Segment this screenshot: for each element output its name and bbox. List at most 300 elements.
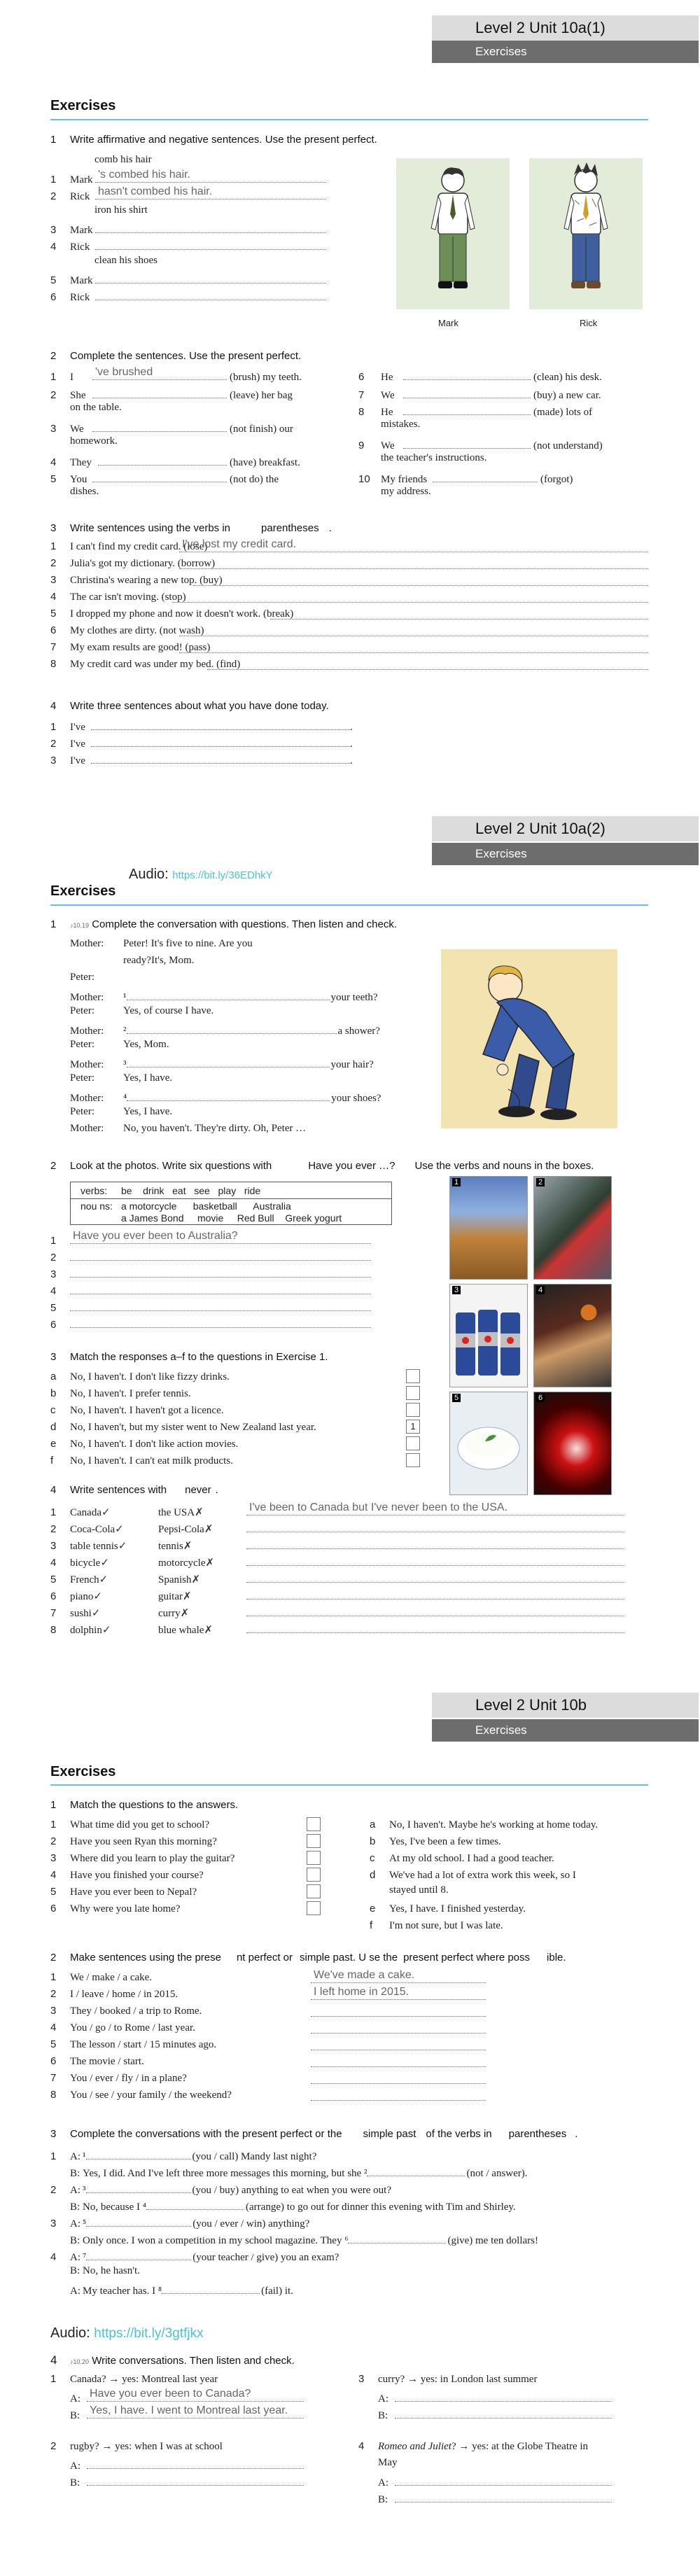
dialogue-line xyxy=(70,988,378,1004)
answer-field[interactable] xyxy=(70,1232,371,1244)
answer-field[interactable] xyxy=(91,735,350,747)
sentence-row: 2 I've . xyxy=(50,735,353,750)
sentence-row xyxy=(50,386,293,402)
response-text: No, I haven't. I can't eat milk products. xyxy=(70,1455,233,1466)
dialogue-line xyxy=(70,1089,381,1105)
answer-field[interactable] xyxy=(246,1554,624,1566)
sentence-row xyxy=(358,386,601,402)
answer-field[interactable] xyxy=(70,1282,371,1294)
answer-field[interactable] xyxy=(403,368,531,380)
item-number: 4 xyxy=(50,2251,57,2263)
u3-ex3-instruction: 3 Complete the conversations with the present perfect or the simple past of the verbs in parentheses . xyxy=(50,2128,578,2140)
speaker: Mother: xyxy=(70,1123,104,1134)
dialogue-line xyxy=(50,2232,538,2247)
answer-letter: e xyxy=(370,1903,376,1914)
word-box xyxy=(70,1182,392,1225)
answer-field[interactable] xyxy=(87,2390,304,2402)
verb-hint: (have) breakfast. xyxy=(230,457,300,468)
answer-field[interactable] xyxy=(92,470,227,482)
u3-ex4-instruction: 4 ♪10.20 Write conversations. Then listen and check. xyxy=(50,2353,295,2367)
answer-option xyxy=(370,1819,598,1831)
item-number: 2 xyxy=(50,190,57,202)
prompt-text: Canada? → yes: Montreal last year xyxy=(70,2374,218,2385)
answer-letter: a xyxy=(370,1819,376,1830)
item-number: 2 xyxy=(50,557,57,569)
answer-field[interactable] xyxy=(87,2457,304,2469)
answer-letter: b xyxy=(370,1835,376,1847)
verb-hint: (buy) a new car. xyxy=(533,390,601,401)
sentence-row xyxy=(50,171,326,186)
prompt-text: rugby? → yes: when I was at school xyxy=(70,2441,223,2452)
answer-row xyxy=(311,2089,486,2104)
answer-text: Yes, I've been a few times. xyxy=(389,1836,501,1847)
handwritten-answer: I've lost my credit card. xyxy=(182,538,297,550)
answer-box[interactable] xyxy=(406,1386,420,1400)
tick-icon: ✓ xyxy=(93,1591,102,1602)
answer-field[interactable] xyxy=(95,188,326,200)
basketball-icon xyxy=(534,1284,611,1387)
cross-icon: ✗ xyxy=(195,1507,204,1518)
subject: She xyxy=(70,390,86,401)
exercises-heading: Exercises xyxy=(50,98,116,113)
sentence-row: 3 I've . xyxy=(50,752,353,767)
never-row xyxy=(50,1554,624,1569)
dialogue-text: ⁵ xyxy=(83,2218,87,2230)
item-number: 5 xyxy=(50,274,57,286)
dialogue-text: Yes, I did. And I've left three more messages this morning, but she ² xyxy=(83,2168,368,2179)
speaker: A: xyxy=(70,2393,80,2404)
answer-field[interactable] xyxy=(433,470,538,482)
conversation-line-a xyxy=(70,2457,304,2472)
answer-field[interactable] xyxy=(92,386,227,398)
sentence-row xyxy=(50,188,326,203)
item-name: the USA xyxy=(158,1507,195,1518)
handwritten-answer: I left home in 2015. xyxy=(314,1986,410,1998)
answer-field[interactable] xyxy=(98,454,227,465)
answer-field[interactable] xyxy=(246,1520,624,1532)
never-row xyxy=(50,1621,624,1637)
item-number: 1 xyxy=(50,1235,57,1247)
sentence-start: I've xyxy=(70,738,85,750)
prompt-continuation: May xyxy=(378,2457,398,2468)
liked-item xyxy=(70,1556,158,1569)
u3-audio-link[interactable]: https://bit.ly/3gtfjkx xyxy=(94,2326,204,2341)
answer-field[interactable] xyxy=(86,2181,191,2193)
answer-row xyxy=(311,2005,486,2020)
answer-field[interactable] xyxy=(95,171,326,183)
answer-field[interactable] xyxy=(246,1621,624,1633)
answer-field[interactable] xyxy=(127,1089,330,1101)
mark-figure-panel xyxy=(396,158,510,309)
answer-field[interactable] xyxy=(70,1299,371,1311)
prompt-text: The movie / start. xyxy=(70,2056,144,2067)
speaker: A: xyxy=(70,2151,80,2162)
item-number: 9 xyxy=(358,440,365,451)
dialogue-text: ⁴ xyxy=(123,1093,127,1104)
item-number: 5 xyxy=(50,608,57,620)
answer-field[interactable] xyxy=(70,1266,371,1278)
nouns-row: nou ns: a motorcycle basketball Australia xyxy=(80,1200,291,1212)
answer-field[interactable] xyxy=(70,1249,371,1261)
response-row xyxy=(50,1371,230,1383)
answer-field[interactable] xyxy=(395,2390,612,2402)
item-number: 5 xyxy=(50,1574,57,1586)
answer-field[interactable] xyxy=(172,591,648,603)
question-row xyxy=(50,1266,371,1281)
conversation-line-a xyxy=(70,2390,304,2405)
dialogue-line xyxy=(70,955,194,967)
response-row xyxy=(50,1438,238,1450)
dialogue-text: Yes, of course I have. xyxy=(123,1005,214,1016)
item-number: 1 xyxy=(50,1819,57,1830)
item-number: 1 xyxy=(50,540,57,552)
disliked-item xyxy=(158,1606,246,1620)
dialogue-tail: (give) me ten dollars! xyxy=(447,2235,538,2246)
tick-icon: ✓ xyxy=(101,1507,111,1518)
dialogue-text: ² xyxy=(123,1026,127,1037)
answer-letter: c xyxy=(370,1852,375,1864)
sentence-continuation: dishes. xyxy=(70,486,99,497)
item-number: 5 xyxy=(50,1886,57,1898)
speaker: Peter: xyxy=(70,1072,94,1084)
item-number: 1 xyxy=(50,174,57,186)
mark-caption: Mark xyxy=(438,318,458,328)
speaker: A: xyxy=(70,2218,80,2230)
peter-illustration xyxy=(441,949,617,1128)
prompt-text: We / make / a cake. xyxy=(70,1972,153,1983)
item-number: 6 xyxy=(50,1590,57,1602)
answer-field[interactable] xyxy=(270,608,648,620)
question-row xyxy=(50,1316,371,1331)
answer-box[interactable] xyxy=(406,1453,420,1467)
answer-row xyxy=(311,2022,486,2037)
sentence-continuation: on the table. xyxy=(70,402,122,413)
answer-field[interactable] xyxy=(179,641,648,653)
answer-field[interactable] xyxy=(87,2474,304,2486)
verb-prompt: iron his shirt xyxy=(94,204,148,216)
dialogue-line xyxy=(70,938,253,950)
answer-field[interactable] xyxy=(193,574,648,586)
item-number: 8 xyxy=(358,406,365,418)
answer-field[interactable] xyxy=(246,1504,624,1516)
answer-field[interactable] xyxy=(311,2022,486,2033)
answer-box[interactable] xyxy=(307,1868,321,1882)
u2-audio xyxy=(129,867,273,883)
verbs-row: verbs: be drink eat see play ride xyxy=(80,1185,261,1196)
conversation-prompt xyxy=(50,2373,218,2386)
speaker: Peter: xyxy=(70,1106,94,1117)
speaker: Mother: xyxy=(70,1059,104,1070)
sentence-row xyxy=(50,1971,152,1984)
prompt-text: curry? → yes: in London last summer xyxy=(378,2374,538,2385)
answer-field[interactable] xyxy=(246,1571,624,1583)
verb-hint: (not understand) xyxy=(533,440,603,451)
answer-field[interactable] xyxy=(311,1971,486,1983)
answer-field[interactable] xyxy=(87,2404,304,2418)
dialogue-text: ⁷ xyxy=(83,2252,87,2263)
handwritten-answer: I've been to Canada but I've never been to the USA. xyxy=(249,1502,508,1513)
never-row xyxy=(50,1604,624,1620)
answer-field[interactable] xyxy=(95,272,326,284)
answer-box[interactable] xyxy=(307,1884,321,1898)
speaker: Mother: xyxy=(70,992,104,1003)
item-number: 4 xyxy=(50,456,57,468)
item-name: sushi xyxy=(70,1608,92,1619)
sentence-continuation: homework. xyxy=(70,435,118,447)
u3-heading-rule xyxy=(50,1784,648,1786)
answer-field[interactable] xyxy=(162,2282,260,2294)
prompt-text: The car isn't moving. (stop) xyxy=(70,592,186,603)
cross-icon: ✗ xyxy=(180,1608,190,1619)
cross-icon: ✗ xyxy=(183,1541,192,1552)
question-text: Have you finished your course? xyxy=(70,1870,204,1881)
answer-field[interactable] xyxy=(311,2089,486,2101)
subject: He xyxy=(381,407,393,418)
item-number: 10 xyxy=(358,473,370,485)
answer-field[interactable] xyxy=(311,2005,486,2017)
answer-field[interactable] xyxy=(403,386,531,398)
subject: He xyxy=(381,372,393,383)
item-number: 4 xyxy=(50,591,57,603)
answer-field[interactable] xyxy=(70,1316,371,1328)
speaker: Peter: xyxy=(70,972,94,983)
verb-hint: (brush) my teeth. xyxy=(230,372,302,383)
heading-rule xyxy=(50,119,648,120)
u1-ex4-instruction: 4 Write three sentences about what you have done today. xyxy=(50,700,329,712)
question-row xyxy=(50,1886,197,1898)
dialogue-text: Peter! It's five to nine. Are you xyxy=(123,938,253,949)
answer-option xyxy=(370,1919,503,1932)
unit-title: Level 2 Unit 10a(1) xyxy=(432,15,699,41)
subject: You xyxy=(70,474,88,485)
answer-field[interactable] xyxy=(179,624,648,636)
answer-field[interactable] xyxy=(348,2232,446,2244)
item-number: 3 xyxy=(50,755,57,766)
item-number: 8 xyxy=(50,658,57,670)
answer-row xyxy=(311,1971,486,1987)
u2-audio-link[interactable]: https://bit.ly/36EDhkY xyxy=(172,869,273,881)
subject: We xyxy=(70,424,84,435)
answer-field[interactable] xyxy=(91,718,350,730)
response-text: No, I haven't. I haven't got a licence. xyxy=(70,1405,224,1416)
answer-option xyxy=(370,1869,576,1882)
item-number: 6 xyxy=(358,371,365,383)
subject: We xyxy=(381,440,395,451)
question-row xyxy=(50,1249,371,1264)
sentence-continuation: my address. xyxy=(381,486,431,497)
question-row xyxy=(50,1852,234,1865)
u2-heading-rule xyxy=(50,904,648,906)
answer-field[interactable] xyxy=(207,658,648,670)
item-number: 4 xyxy=(50,241,57,253)
response-text: No, I haven't. I prefer tennis. xyxy=(70,1388,191,1399)
sentence-continuation: the teacher's instructions. xyxy=(381,452,487,463)
unit3-subtitle: Exercises xyxy=(432,1719,699,1742)
answer-row xyxy=(179,540,648,556)
sentence-row xyxy=(50,288,326,304)
answer-continuation: stayed until 8. xyxy=(389,1884,449,1896)
conversation-line-a xyxy=(378,2474,612,2489)
answer-field[interactable] xyxy=(95,288,326,300)
dialogue-line xyxy=(70,1039,169,1051)
speaker: A: xyxy=(70,2460,80,2472)
item-number: 2 xyxy=(50,2184,57,2196)
verb-prompt: comb his hair xyxy=(94,154,152,165)
conversation-line-b xyxy=(70,2404,304,2422)
answer-field[interactable] xyxy=(86,2215,191,2227)
never-row xyxy=(50,1571,624,1586)
question-row xyxy=(50,1819,209,1831)
item-number: 4 xyxy=(50,1285,57,1297)
answer-option xyxy=(370,1835,501,1848)
answer-field[interactable] xyxy=(246,1604,624,1616)
person-name: Rick xyxy=(70,191,90,202)
unit2-title: Level 2 Unit 10a(2) xyxy=(432,816,699,841)
response-letter: e xyxy=(50,1438,57,1450)
question-row xyxy=(50,1232,371,1247)
yogurt-icon xyxy=(450,1392,527,1494)
unit2-subtitle: Exercises xyxy=(432,843,699,865)
u3-ex2-instruction: 2 Make sentences using the prese nt perfect or simple past. U se the present perfect where poss ible. xyxy=(50,1952,566,1963)
dialogue-tail: a shower? xyxy=(337,1026,380,1037)
question-row xyxy=(50,1282,371,1298)
answer-field[interactable] xyxy=(92,420,227,432)
answer-box[interactable] xyxy=(406,1403,420,1417)
answer-field[interactable] xyxy=(146,2198,244,2210)
speaker: Mother: xyxy=(70,1026,104,1037)
dialogue-text: No, he hasn't. xyxy=(83,2265,140,2276)
answer-field[interactable] xyxy=(311,2072,486,2084)
answer-field[interactable] xyxy=(127,1022,337,1034)
answer-field[interactable] xyxy=(92,368,227,380)
item-number: 1 xyxy=(50,1506,57,1518)
sentence-row xyxy=(50,1988,178,2001)
answer-box[interactable] xyxy=(307,1851,321,1865)
answer-field[interactable] xyxy=(395,2491,612,2502)
liked-item xyxy=(70,1539,158,1553)
answer-box[interactable]: 1 xyxy=(406,1420,420,1434)
u1-ex3-instruction: 3 Write sentences using the verbs in parentheses . xyxy=(50,522,332,534)
answer-field[interactable] xyxy=(311,2038,486,2050)
item-number: 7 xyxy=(50,641,57,653)
liked-item xyxy=(70,1623,158,1637)
answer-field[interactable] xyxy=(179,557,648,569)
u3-exercises-heading: Exercises xyxy=(50,1764,116,1779)
cross-icon: ✗ xyxy=(205,1558,215,1569)
disliked-item xyxy=(158,1573,246,1586)
prompt-text: My credit card was under my bed. (find) xyxy=(70,659,241,670)
tick-icon: ✓ xyxy=(99,1574,108,1586)
response-text: No, I haven't. I don't like fizzy drinks. xyxy=(70,1371,230,1382)
sentence-row xyxy=(358,437,603,452)
answer-field[interactable] xyxy=(367,2164,465,2176)
speaker: A: xyxy=(378,2393,388,2404)
photo-james-bond: 6 xyxy=(533,1392,612,1495)
speaker: A: xyxy=(70,2286,80,2297)
liked-item xyxy=(70,1606,158,1620)
dialogue-text: Yes, I have. xyxy=(123,1106,173,1117)
conversation-prompt xyxy=(358,2440,588,2453)
answer-field[interactable] xyxy=(246,1537,624,1549)
answer-field[interactable] xyxy=(246,1588,624,1600)
answer-field[interactable] xyxy=(311,2055,486,2067)
item-name: Coca-Cola xyxy=(70,1524,115,1535)
answer-field[interactable] xyxy=(179,540,648,552)
dialogue-tail: (you / ever / win) anything? xyxy=(192,2218,310,2230)
speaker: A: xyxy=(378,2477,388,2488)
liked-item xyxy=(70,1573,158,1586)
subject: We xyxy=(381,390,395,401)
answer-box[interactable] xyxy=(307,1901,321,1915)
item-number: 6 xyxy=(50,291,57,303)
answer-box[interactable] xyxy=(307,1834,321,1848)
answer-field[interactable] xyxy=(127,1056,330,1068)
item-number: 5 xyxy=(50,2038,57,2050)
answer-box[interactable] xyxy=(307,1817,321,1831)
item-name: bicycle xyxy=(70,1558,101,1569)
answer-field[interactable] xyxy=(86,2248,191,2260)
sentence-row xyxy=(50,420,293,435)
item-number: 7 xyxy=(358,389,365,401)
response-row xyxy=(50,1387,191,1400)
response-text: No, I haven't. I don't like action movies. xyxy=(70,1438,239,1450)
answer-field[interactable] xyxy=(311,1988,486,2000)
answer-field[interactable] xyxy=(86,2148,191,2160)
response-letter: d xyxy=(50,1421,57,1433)
answer-field[interactable] xyxy=(95,238,326,250)
cans-icon xyxy=(450,1284,527,1387)
item-name: Pepsi-Cola xyxy=(158,1524,204,1535)
dialogue-line xyxy=(50,2248,339,2264)
tick-icon: ✓ xyxy=(91,1608,101,1619)
dialogue-text: ¹ xyxy=(123,992,127,1003)
answer-field[interactable] xyxy=(403,403,531,415)
subject: My friends xyxy=(381,474,428,485)
answer-field[interactable] xyxy=(91,752,350,764)
sentence-start: I've xyxy=(70,722,85,733)
item-number: 5 xyxy=(50,473,57,485)
item-number: 2 xyxy=(50,1988,57,2000)
speaker: B: xyxy=(378,2494,388,2505)
conversation-line-b xyxy=(378,2407,612,2422)
speaker: Mother: xyxy=(70,1093,104,1104)
answer-box[interactable] xyxy=(406,1369,420,1383)
sentence-row xyxy=(50,368,302,384)
item-name: guitar xyxy=(158,1591,183,1602)
prompt-text: Christina's wearing a new top. (buy) xyxy=(70,575,223,586)
dialogue-text: Yes, Mom. xyxy=(123,1039,169,1050)
answer-field[interactable] xyxy=(395,2407,612,2418)
dialogue-tail: (your teacher / give) you an exam? xyxy=(192,2252,340,2263)
answer-field[interactable] xyxy=(95,221,326,233)
sentence-continuation: mistakes. xyxy=(381,419,421,430)
answer-field[interactable] xyxy=(403,437,531,449)
answer-field[interactable] xyxy=(127,988,330,1000)
handwritten-answer: Have you ever been to Australia? xyxy=(73,1230,238,1242)
disliked-item xyxy=(158,1539,246,1553)
item-number: 5 xyxy=(50,1302,57,1314)
answer-box[interactable] xyxy=(406,1436,420,1450)
tick-icon: ✓ xyxy=(102,1625,111,1636)
item-number: 6 xyxy=(50,1903,57,1914)
answer-field[interactable] xyxy=(395,2474,612,2486)
answer-option xyxy=(370,1852,554,1865)
dialogue-text: ready?It's, Mom. xyxy=(123,955,195,966)
item-name: Canada xyxy=(70,1507,102,1518)
verb-hint: (forgot) xyxy=(540,474,573,485)
photo-basketball: 4 xyxy=(533,1284,612,1387)
answer-row xyxy=(193,574,648,589)
